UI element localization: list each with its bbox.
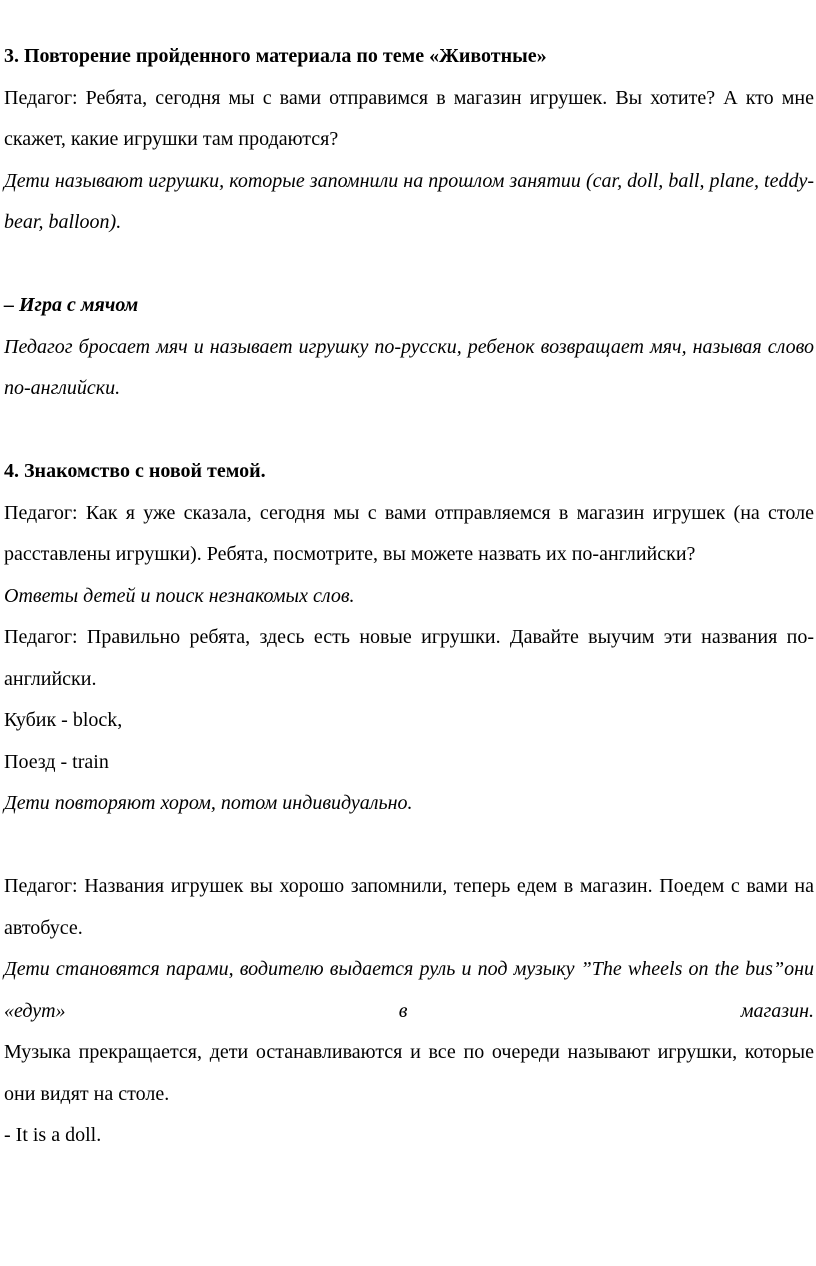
paragraph: 3. Повторение пройденного материала по теме «Животные» (4, 45, 547, 67)
paragraph: Педагог: Ребята, сегодня мы с вами отправимся в магазин игрушек. Вы хотите? А кто мне скажет, какие игрушки там продаются? (4, 86, 814, 150)
blank-paragraph (4, 825, 814, 867)
paragraph: Дети называют игрушки, которые запомнили на прошлом занятии (car, doll, ball, plane, teddy-bear, balloon). (4, 169, 814, 233)
paragraph: Музыка прекращается, дети останавливаются и все по очереди называют игрушки, которые они видят на столе. (4, 1041, 814, 1105)
blank-paragraph (4, 244, 814, 286)
paragraph: Дети становятся парами, водителю выдается руль и под музыку ”The wheels on the bus”они «едут» в магазин. (4, 958, 814, 1022)
paragraph: – Игра с мячом (4, 294, 139, 316)
paragraph: Педагог: Названия игрушек вы хорошо запомнили, теперь едем в магазин. Поедем с вами на автобусе. (4, 875, 814, 939)
paragraph: Педагог бросает мяч и называет игрушку по-русски, ребенок возвращает мяч, называя слово по-английски. (4, 335, 814, 399)
blank-paragraph (4, 410, 814, 452)
paragraph: Ответы детей и поиск незнакомых слов. (4, 584, 355, 607)
document-body (4, 36, 814, 1157)
paragraph: Кубик - block, (4, 709, 123, 731)
paragraph: Поезд - train (4, 750, 109, 773)
paragraph: - It is a doll. (4, 1124, 102, 1146)
paragraph: Педагог: Как я уже сказала, сегодня мы с вами отправляемся в магазин игрушек (на столе расставлены игрушки). Ребята, посмотрите, вы можете назвать их по-английски? (4, 501, 814, 565)
paragraph: Педагог: Правильно ребята, здесь есть новые игрушки. Давайте выучим эти названия по-английски. (4, 626, 814, 690)
paragraph: Дети повторяют хором, потом индивидуально. (4, 792, 413, 814)
paragraph: 4. Знакомство с новой темой. (4, 460, 266, 482)
